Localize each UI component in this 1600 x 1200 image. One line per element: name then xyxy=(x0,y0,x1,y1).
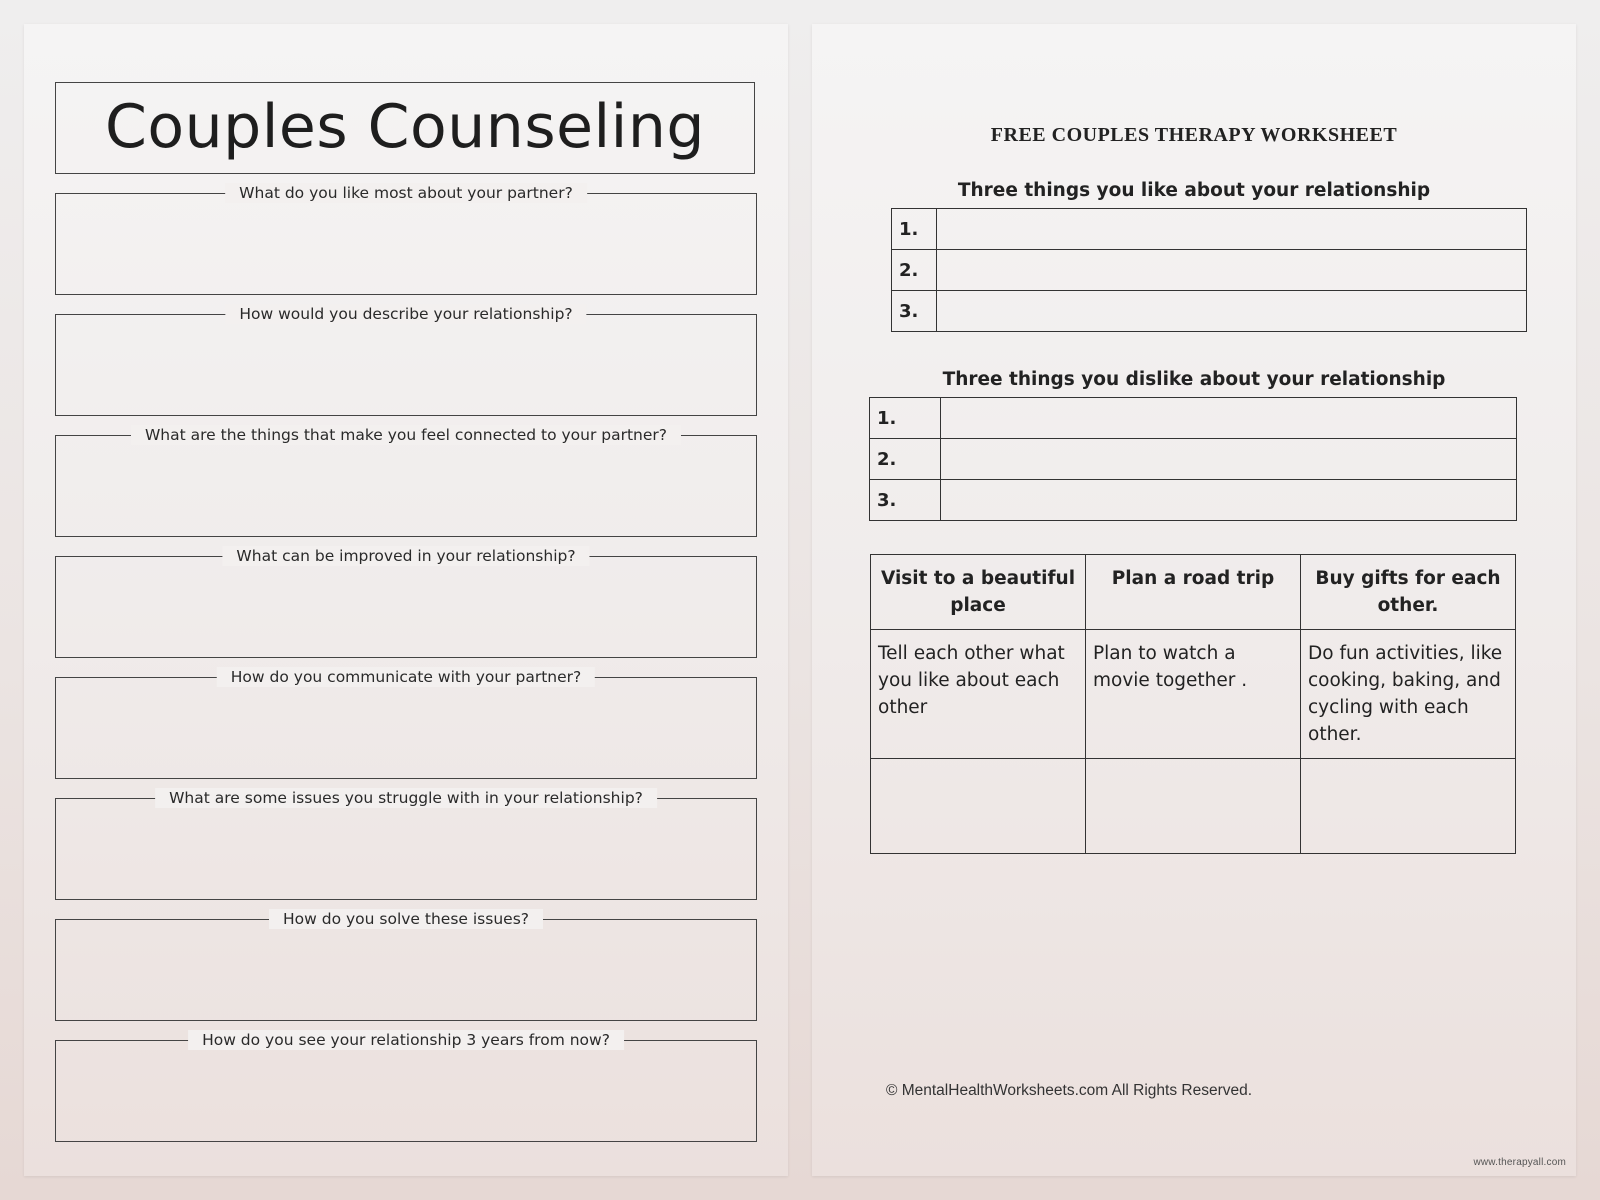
left-worksheet-page xyxy=(24,24,788,1176)
question-label: How do you see your relationship 3 years from now? xyxy=(188,1030,624,1050)
table-row xyxy=(870,398,1517,439)
question-label: What are some issues you struggle with in your relationship? xyxy=(155,788,657,808)
table-row xyxy=(892,291,1527,332)
page-title: Couples Counseling xyxy=(105,92,705,162)
question-label: How would you describe your relationship? xyxy=(225,304,586,324)
worksheet-title: FREE COUPLES THERAPY WORKSHEET xyxy=(990,124,1398,146)
question-label: How do you solve these issues? xyxy=(269,909,543,929)
answer-cell[interactable] xyxy=(941,480,1517,521)
question-box-1[interactable] xyxy=(55,184,757,295)
table-row xyxy=(870,439,1517,480)
table-row xyxy=(870,480,1517,521)
row-number: 1. xyxy=(870,398,941,439)
activity-cell: Do fun activities, like cooking, baking, and cycling with each other. xyxy=(1301,630,1516,759)
empty-cell[interactable] xyxy=(1086,759,1301,854)
question-box-3[interactable] xyxy=(55,426,757,537)
activity-cell: Plan to watch a movie together . xyxy=(1086,630,1301,759)
answer-cell[interactable] xyxy=(937,250,1527,291)
table-row xyxy=(871,759,1516,854)
table-row xyxy=(871,630,1516,759)
activities-table xyxy=(870,554,1516,854)
question-box-7[interactable] xyxy=(55,910,757,1021)
dislike-heading: Three things you dislike about your relationship xyxy=(942,369,1446,390)
question-box-2[interactable] xyxy=(55,305,757,416)
watermark-text: www.therapyall.com xyxy=(1473,1157,1566,1168)
like-table xyxy=(891,208,1527,332)
row-number: 2. xyxy=(870,439,941,480)
empty-cell[interactable] xyxy=(871,759,1086,854)
answer-cell[interactable] xyxy=(937,291,1527,332)
question-box-8[interactable] xyxy=(55,1031,757,1142)
question-label: What do you like most about your partner? xyxy=(225,183,587,203)
question-label: What are the things that make you feel connected to your partner? xyxy=(131,425,681,445)
question-box-6[interactable] xyxy=(55,789,757,900)
activity-cell: Tell each other what you like about each other xyxy=(871,630,1086,759)
row-number: 3. xyxy=(892,291,937,332)
right-worksheet-page xyxy=(812,24,1576,1176)
answer-cell[interactable] xyxy=(941,439,1517,480)
activity-header: Plan a road trip xyxy=(1086,555,1301,630)
question-label: What can be improved in your relationship? xyxy=(222,546,589,566)
row-number: 3. xyxy=(870,480,941,521)
table-row xyxy=(892,209,1527,250)
activity-header: Visit to a beautiful place xyxy=(871,555,1086,630)
dislike-table xyxy=(869,397,1517,521)
activity-header: Buy gifts for each other. xyxy=(1301,555,1516,630)
title-box xyxy=(55,82,755,174)
copyright-text: © MentalHealthWorksheets.com All Rights Reserved. xyxy=(886,1082,1253,1099)
row-number: 1. xyxy=(892,209,937,250)
table-row xyxy=(892,250,1527,291)
empty-cell[interactable] xyxy=(1301,759,1516,854)
answer-cell[interactable] xyxy=(941,398,1517,439)
like-heading: Three things you like about your relationship xyxy=(957,180,1431,201)
row-number: 2. xyxy=(892,250,937,291)
question-box-5[interactable] xyxy=(55,668,757,779)
question-box-4[interactable] xyxy=(55,547,757,658)
question-label: How do you communicate with your partner? xyxy=(217,667,595,687)
answer-cell[interactable] xyxy=(937,209,1527,250)
table-row xyxy=(871,555,1516,630)
